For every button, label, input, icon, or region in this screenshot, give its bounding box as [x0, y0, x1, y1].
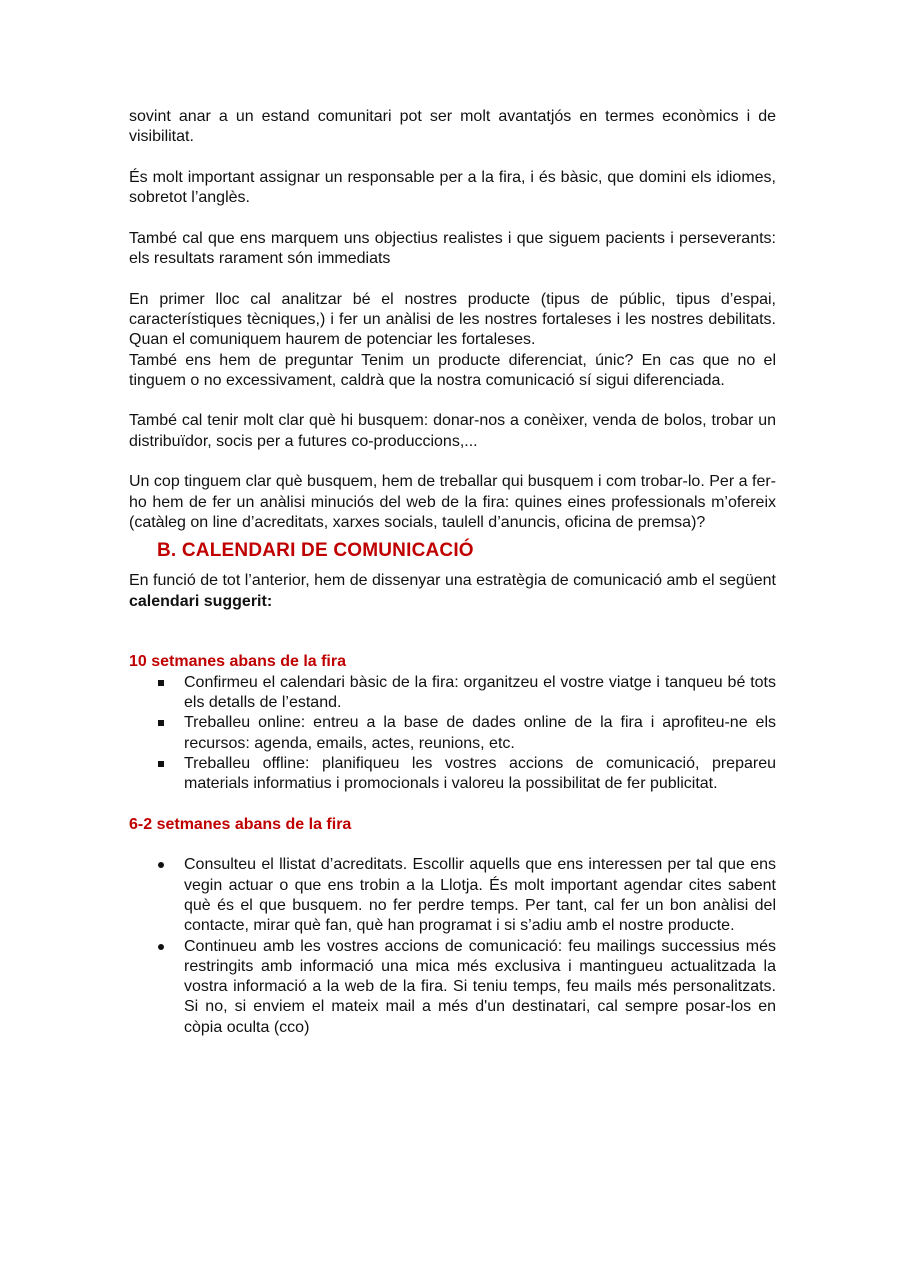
square-bullet-icon: [158, 680, 164, 686]
square-bullet-icon: [158, 720, 164, 726]
disc-bullet-icon: [158, 944, 164, 950]
list-6-2-weeks: [129, 855, 776, 1038]
calendar-suggested-bold: calendari suggerit:: [129, 592, 273, 610]
paragraph-differentiation: També ens hem de preguntar Tenim un producte diferenciat, únic? En cas que no el tinguem o no excessivament, caldrà que la nostra comunicació sí sigui diferenciada.: [129, 351, 776, 389]
disc-bullet-icon: [158, 862, 164, 868]
square-bullet-icon: [158, 761, 164, 767]
paragraph-responsible: És molt important assignar un responsable per a la fira, i és bàsic, que domini els idiomes, sobretot l’anglès.: [129, 168, 776, 207]
paragraph-fair-web: Un cop tinguem clar què busquem, hem de treballar qui busquem i com trobar-lo. Per a fer-ho hem de fer un anàlisi minuciós del web de la fira: quines eines professionals m’ofereix (catàleg on line d’acreditats, xarxes socials, taulell d’anuncis, oficina de premsa)?: [129, 473, 776, 531]
list-item: Treballeu offline: planifiqueu les vostres accions de comunicació, prepareu materials informatius i promocionals i valoreu la possibilitat de fer publicitat.: [129, 754, 776, 795]
paragraph-objectives: També cal que ens marquem uns objectius realistes i que siguem pacients i perseverants: els resultats rarament són immediats: [129, 229, 776, 268]
list-item: Continueu amb les vostres accions de comunicació: feu mailings successius més restringits amb informació una mica més exclusiva i mantingueu actualitzada la vostra informació a la web de la fira. Si teniu temps, feu mails més personalitzats. Si no, si enviem el mateix mail a més d'un destinatari, cal sempre posar-los en còpia oculta (cco): [129, 937, 776, 1038]
document-page: [129, 107, 776, 1038]
subheading-10-weeks: 10 setmanes abans de la fira: [129, 653, 346, 671]
paragraph-goals: També cal tenir molt clar què hi busquem: donar-nos a conèixer, venda de bolos, trobar un distribuïdor, socis per a futures co-produccions,...: [129, 412, 776, 450]
paragraph-visibility: sovint anar a un estand comunitari pot ser molt avantatjós en termes econòmics i de visibilitat.: [129, 108, 776, 146]
list-item: Confirmeu el calendari bàsic de la fira: organitzeu el vostre viatge i tanqueu bé tots els detalls de l’estand.: [129, 673, 776, 714]
subheading-6-2-weeks: 6-2 setmanes abans de la fira: [129, 815, 352, 833]
section-heading-calendar: B. CALENDARI DE COMUNICACIÓ: [157, 540, 474, 562]
list-item: Consulteu el llistat d’acreditats. Escollir aquells que ens interessen per tal que ens vegin actuar o que ens trobin a la Llotja. És molt important agendar cites sabent què és el que busquem. no fer perdre temps. Per tant, cal fer un bon anàlisi del contacte, mirar què fan, què han programat i si s’adiu amb el nostre producte.: [129, 855, 776, 936]
paragraph-calendar-intro: En funció de tot l’anterior, hem de dissenyar una estratègia de comunicació amb el següent calendari suggerit:: [129, 572, 776, 610]
list-10-weeks: [129, 673, 776, 795]
paragraph-product-analysis: En primer lloc cal analitzar bé el nostres producte (tipus de públic, tipus d’espai, característiques tècniques,) i fer un anàlisi de les nostres fortaleses i les nostres debilitats. Quan el comuniquem haurem de potenciar les fortaleses.: [129, 290, 776, 349]
list-item: Treballeu online: entreu a la base de dades online de la fira i aprofiteu-ne els recursos: agenda, emails, actes, reunions, etc.: [129, 713, 776, 754]
